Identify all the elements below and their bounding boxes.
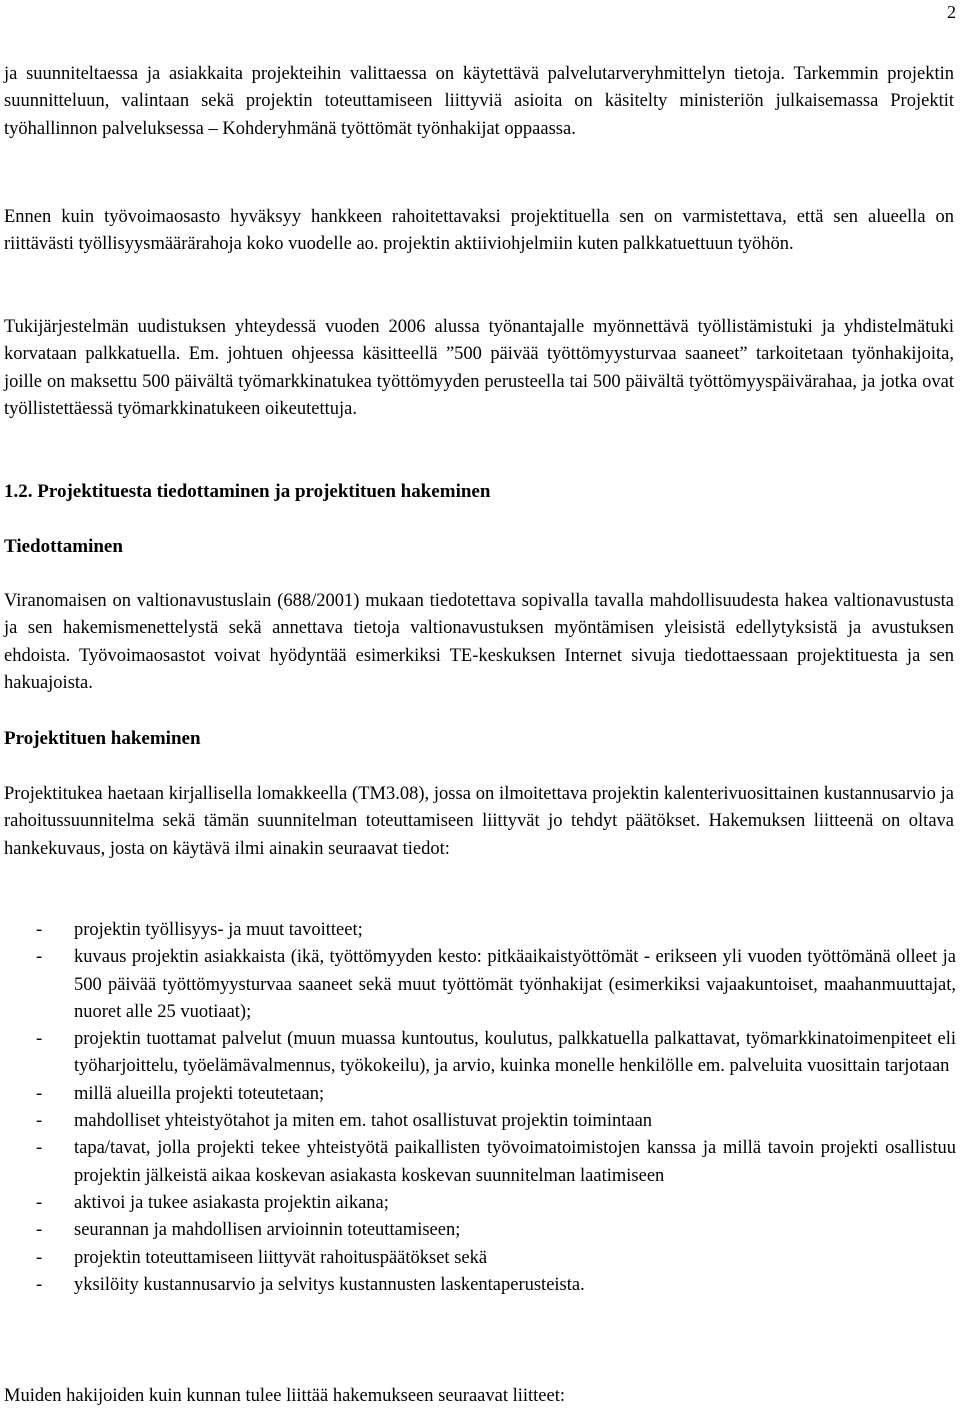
paragraph-attachments: Muiden hakijoiden kuin kunnan tulee liittää hakemukseen seuraavat liitteet: — [4, 1386, 565, 1406]
section-heading: 1.2. Projektituesta tiedottaminen ja projektituen hakeminen — [4, 481, 491, 502]
list-item — [4, 1245, 956, 1272]
bullet-dash: - — [36, 1220, 43, 1241]
list-item — [4, 1108, 956, 1135]
bullet-dash: - — [36, 1083, 43, 1104]
subheading-tiedottaminen: Tiedottaminen — [4, 536, 123, 557]
list-item — [4, 1081, 956, 1108]
list-item-text: tapa/tavat, jolla projekti tekee yhteistyötä paikallisten työvoimatoimistojen kanssa ja millä tavoin projekti osallistuu projektin jälkeistä aikaa koskevan asiakasta koskevan suunnitelman laatimiseen — [74, 1138, 956, 1186]
list-item-text: yksilöity kustannusarvio ja selvitys kustannusten laskentaperusteista. — [74, 1274, 585, 1295]
page-number: 2 — [947, 2, 956, 22]
bullet-dash: - — [36, 1138, 43, 1159]
list-item-text: aktivoi ja tukee asiakasta projektin aikana; — [74, 1192, 389, 1213]
bullet-dash: - — [36, 1274, 43, 1295]
paragraph-intro: ja suunniteltaessa ja asiakkaita projekteihin valittaessa on käytettävä palvelutarveryhmittelyn tietoja. Tarkemmin projektin suunnitteluun, valintaan sekä projektin toteuttamiseen liittyviä asioita on käsitelty ministeriön julkaisemassa Projektit työhallinnon palveluksessa – Kohderyhmänä työttömät työnhakijat oppaassa. — [4, 64, 954, 139]
list-item-text: projektin työllisyys- ja muut tavoitteet; — [74, 920, 363, 940]
list-item — [4, 944, 956, 1026]
list-item-text: projektin toteuttamiseen liittyvät rahoituspäätökset sekä — [74, 1247, 488, 1268]
list-item — [4, 1217, 956, 1244]
bullet-dash: - — [36, 1029, 43, 1050]
requirements-list — [4, 917, 956, 1299]
list-item-text: kuvaus projektin asiakkaista (ikä, työttömyyden kesto: pitkäaikaistyöttömät - erikseen yli vuoden työttömänä olleet ja 500 päivää työttömyysturvaa saaneet sekä muut työttömät työnhakijat (esimerkiksi vajaakuntoiset, maahanmuuttajat, nuoret alle 25 vuotiaat); — [74, 947, 956, 1022]
list-item — [4, 1026, 956, 1081]
list-item — [4, 917, 956, 944]
bullet-dash: - — [36, 1247, 43, 1268]
list-item — [4, 1272, 956, 1299]
bullet-dash: - — [36, 947, 43, 968]
paragraph-hakeminen: Projektitukea haetaan kirjallisella lomakkeella (TM3.08), jossa on ilmoitettava projektin kalenterivuosittainen kustannusarvio ja rahoitussuunnitelma sekä tämän suunnitelman toteuttamiseen liittyvät jo tehdyt päätökset. Hakemuksen liitteenä on oltava hankekuvaus, josta on käytävä ilmi ainakin seuraavat tiedot: — [4, 784, 954, 859]
bullet-dash: - — [36, 1111, 43, 1132]
list-item-text: millä alueilla projekti toteutetaan; — [74, 1083, 325, 1104]
list-item — [4, 1135, 956, 1190]
bullet-dash: - — [36, 1192, 43, 1213]
list-item-text: mahdolliset yhteistyötahot ja miten em. tahot osallistuvat projektin toimintaan — [74, 1111, 653, 1132]
paragraph-funding: Ennen kuin työvoimaosasto hyväksyy hankkeen rahoitettavaksi projektituella sen on varmistettava, että sen alueella on riittävästi työllisyysmäärärahoja koko vuodelle ao. projektin aktiiviohjelmiin kuten palkkatuettuun työhön. — [4, 207, 954, 255]
list-item — [4, 1190, 956, 1217]
paragraph-reform: Tukijärjestelmän uudistuksen yhteydessä vuoden 2006 alussa työnantajalle myönnettävä työllistämistuki ja yhdistelmätuki korvataan palkkatuella. Em. johtuen ohjeessa käsitteellä ”500 päivää työttömyysturvaa saaneet” tarkoitetaan työnhakijoita, joille on maksettu 500 päivältä työmarkkinatukea työttömyyden perusteella tai 500 päivältä työttömyyspäivärahaa, ja jotka ovat työllistettäessä työmarkkinatukeen oikeutettuja. — [4, 317, 954, 419]
paragraph-tiedottaminen: Viranomaisen on valtionavustuslain (688/2001) mukaan tiedotettava sopivalla tavalla mahdollisuudesta hakea valtionavustusta ja sen hakemismenettelystä sekä annettava tietoja valtionavustuksen myöntämisen yleisistä edellytyksistä ja avustuksen ehdoista. Työvoimaosastot voivat hyödyntää esimerkiksi TE-keskuksen Internet sivuja tiedottaessaan projektituesta ja sen hakuajoista. — [4, 591, 954, 693]
subheading-hakeminen: Projektituen hakeminen — [4, 728, 201, 749]
list-item-text: seurannan ja mahdollisen arvioinnin toteuttamiseen; — [74, 1220, 461, 1241]
list-item-text: projektin tuottamat palvelut (muun muassa kuntoutus, koulutus, palkkatuella palkattavat, työmarkkinatoimenpiteet eli työharjoittelu, työelämävalmennus, työkokeilu), ja arvio, kuinka monelle henkilölle em. palveluita vuosittain tarjotaan — [74, 1029, 956, 1077]
bullet-dash: - — [36, 920, 43, 940]
